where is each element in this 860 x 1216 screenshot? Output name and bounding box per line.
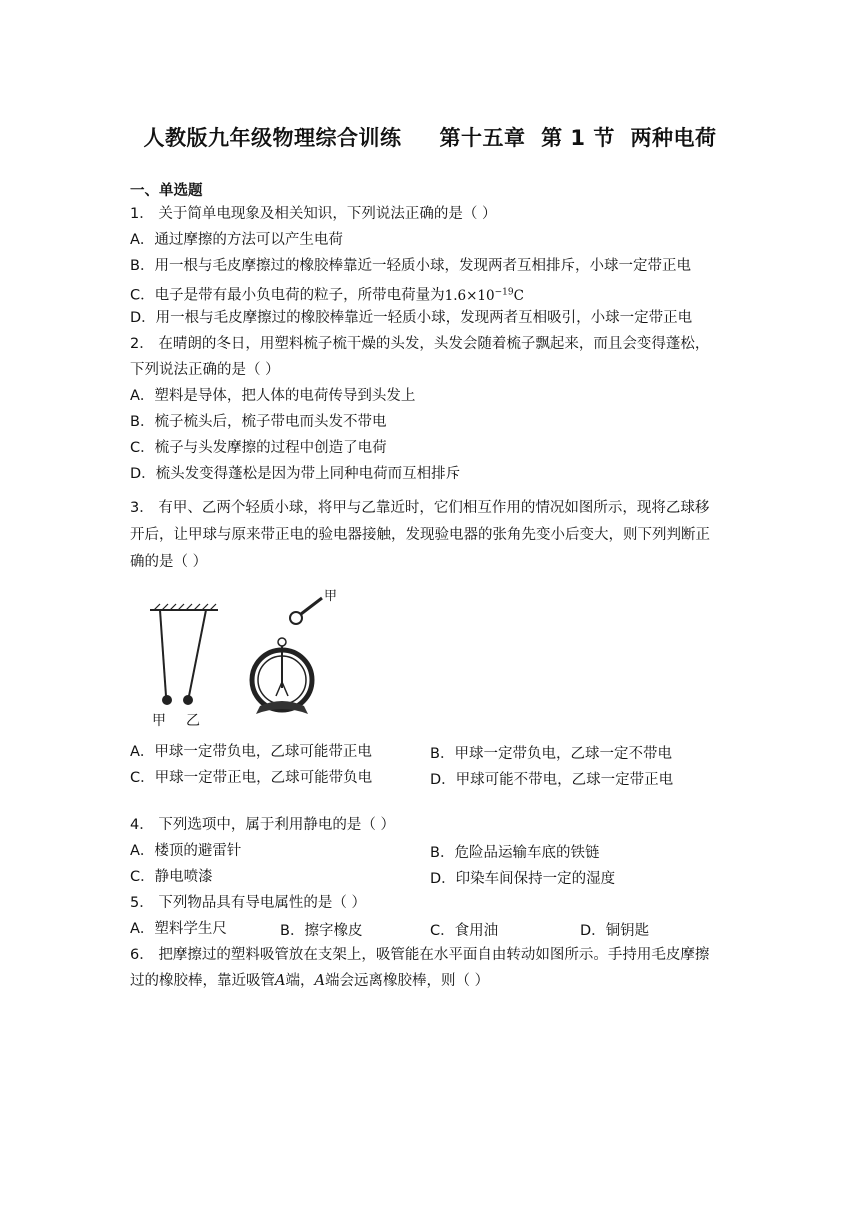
leaf-left [276,682,282,696]
electroscope-knob [278,638,286,646]
q3-option-b: B．甲球一定带负电，乙球一定不带电 [430,746,672,762]
q1-option-a: A．通过摩擦的方法可以产生电荷 [130,232,343,248]
q3-figure [140,584,350,734]
leaf-right [282,682,288,696]
q5-option-a: A．塑料学生尺 [130,921,227,937]
q2-option-c: C．梳子与头发摩擦的过程中创造了电荷 [130,440,387,456]
formula-base: 1.6×10 [444,287,495,304]
q6-stem-line1: 6． 把摩擦过的塑料吸管放在支架上，吸管能在水平面自由转动如图所示。手持用毛皮摩擦 [130,947,710,963]
q4-option-d: D．印染车间保持一定的湿度 [430,871,616,887]
q1-option-d: D．用一根与毛皮摩擦过的橡胶棒靠近一轻质小球，发现两者互相吸引，小球一定带正电 [130,310,693,326]
q2-option-b: B．梳子梳头后，梳子带电而头发不带电 [130,414,387,430]
formula-unit: C [513,287,524,304]
q2-stem-line2: 下列说法正确的是（ ） [130,362,280,378]
q6-text-mid: 端， [285,973,315,989]
label-jia: 甲 [152,713,166,729]
q3-option-a: A．甲球一定带负电，乙球可能带正电 [130,744,372,760]
q5-option-b: B．擦字橡皮 [280,923,363,939]
q4-stem: 4． 下列选项中，属于利用静电的是（ ） [130,817,395,833]
q2-option-d: D．梳头发变得蓬松是因为带上同种电荷而互相排斥 [130,466,461,482]
formula-exponent: −19 [494,287,514,297]
q3-stem-line1: 3． 有甲、乙两个轻质小球，将甲与乙靠近时，它们相互作用的情况如图所示，现将乙球移 [130,500,710,516]
q1-option-c [130,282,524,306]
q4-option-b: B．危险品运输车底的铁链 [430,845,600,861]
q1-option-c-text: C．电子是带有最小负电荷的粒子，所带电荷量为 [130,287,445,304]
q1-option-b: B．用一根与毛皮摩擦过的橡胶棒靠近一轻质小球，发现两者互相排斥，小球一定带正电 [130,258,691,274]
q3-stem-line3: 确的是（ ） [130,554,208,570]
pendulum-electroscope-diagram [140,584,350,734]
title-chapter: 第十五章 第 1 节 两种电荷 [439,126,717,150]
section-heading: 一、单选题 [130,183,203,199]
ball-yi [183,695,193,705]
q3-stem-line2: 开后，让甲球与原来带正电的验电器接触，发现验电器的张角先变小后变大，则下列判断正 [130,527,710,543]
ball-jia [162,695,172,705]
q6-var-a: A [275,973,286,989]
q6-text-post: 端会远离橡胶棒，则（ ） [324,973,490,989]
q3-option-c: C．甲球一定带正电，乙球可能带负电 [130,770,373,786]
q4-option-a: A．楼顶的避雷针 [130,843,242,859]
q6-var-a-2: A [314,973,325,989]
q6-stem-line2 [130,971,489,991]
q6-text-pre: 过的橡胶棒，靠近吸管 [130,973,275,989]
q2-option-a: A．塑料是导体，把人体的电荷传导到头发上 [130,388,416,404]
charge-formula [445,288,524,304]
q5-option-d: D．铜钥匙 [580,923,650,939]
label-jia-top: 甲 [324,589,338,604]
q5-stem: 5． 下列物品具有导电属性的是（ ） [130,895,366,911]
page-title [0,122,860,152]
title-main: 人教版九年级物理综合训练 [143,126,402,150]
q5-option-c: C．食用油 [430,923,499,939]
q1-stem: 1． 关于简单电现象及相关知识，下列说法正确的是（ ） [130,206,497,222]
q2-stem-line1: 2． 在晴朗的冬日，用塑料梳子梳干燥的头发，头发会随着梳子飘起来，而且会变得蓬松， [130,336,710,352]
left-string [160,610,166,696]
insulating-rod [301,598,322,614]
right-string [189,610,206,696]
label-yi: 乙 [186,713,200,729]
ball-jia-on-rod [290,612,302,624]
q3-option-d: D．甲球可能不带电，乙球一定带正电 [430,772,674,788]
q4-option-c: C．静电喷漆 [130,869,213,885]
